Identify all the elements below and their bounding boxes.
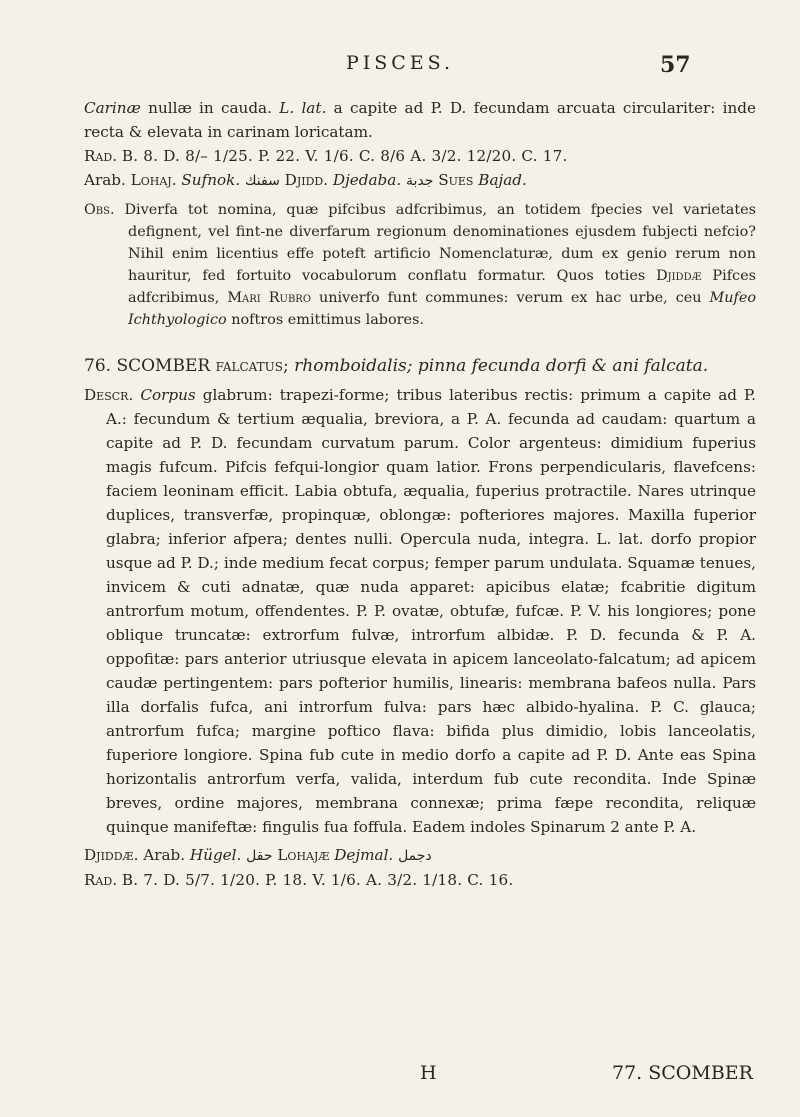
bajad-name: Bajad. <box>478 171 527 189</box>
descr-text: glabrum: trapezi-forme; tribus lateribus rectis: primum a capite ad P. A.: fecundum & tertium æqualia, breviora, a P. A. fecunda ad caudam: quartum a capite ad P. D. fecundam curvatum parum. Color argenteus: dimidium fuperius magis fufcum. Pifcis fefqui-longior quam latior. Frons perpendicularis, flavefcens: faciem leoninam efficit. Labia obtufa, æqualia, fuperius protractile. Nares utrinque duplices, transverfæ, propinquæ, oblongæ: pofteriores majores. Maxilla fuperior glabra; inferior afpera; dentes nulli. Opercula nuda, integra. L. lat. dorfo propior usque ad P. D.; inde medium fecat corpus; femper parum undulata. Squamæ tenues, invicem & cuti adnatæ, quæ nuda apparet: apicibus elatæ; fcabritie digitum antrorfum motum, offendentes. P. P. ovatæ, obtufæ, fufcæ. P. V. his longiores; pone oblique truncatæ: extrorfum fulvæ, introrfum albidæ. P. D. fecunda & P. A. oppofitæ: pars anterior utriusque elevata in apicem lanceolato-falcatum; ad apicem caudæ pertingentem: pars pofterior humilis, linearis: membrana bafeos nulla. Pars illa dorfalis fufca, ani introrfum fulva: pars hæc albido-hyalina. P. C. glauca; antrorfum fufca; margine poftico flava: bifida plus dimidio, lobis lanceolatis, fuperiore longiore. Spina fub cute in medio dorfo a capite ad P. D. Ante eas Spina horizontalis antrorfum verfa, valida, interdum fub cute recondita. Inde Spinæ breves, ordine majores, membrana connexæ; prima fæpe recondita, reliquæ quinque manifeftæ: fingulis fua foffula. Eadem indoles Spinarum 2 ante P. A. <box>106 386 757 836</box>
genus-name: SCOMBER <box>116 356 211 376</box>
rad-formula-1 <box>84 144 756 168</box>
page-footer <box>0 1062 800 1092</box>
obs-text-d: noftros emittimus labores. <box>226 312 425 328</box>
djiddae-label: Djiddæ. <box>84 846 139 864</box>
obs-djiddae: Djiddæ <box>656 268 702 284</box>
spacer <box>84 331 756 353</box>
lohajae-label: Lohajæ <box>277 846 330 864</box>
rad-values-2: B. 7. D. 5/7. 1/20. P. 18. V. 1/6. A. 3/2. 1/18. C. 16. <box>121 871 514 889</box>
arabic-script-b: جدبة <box>405 173 434 189</box>
obs-label: Obs. <box>84 202 115 218</box>
sufnok-name: Sufnok. <box>181 171 241 189</box>
obs-text-c: univerfo funt communes: verum ex hac urbe, ceu <box>311 290 710 306</box>
obs-text-b: Pifces adfcribimus, <box>128 268 756 306</box>
obs-mufeo: Mufeo Ichthyologico <box>128 290 757 328</box>
arab-names-2 <box>84 843 756 868</box>
page-header <box>0 52 800 92</box>
descr-label: Descr. <box>84 386 134 404</box>
body-text <box>84 96 756 892</box>
dejmal-name: Dejmal. <box>334 846 394 864</box>
arabic-script-d: دجمل <box>398 848 432 864</box>
species-diagnosis: rhomboidalis; pinna fecunda dorfi & ani falcata. <box>294 356 709 376</box>
intro-term: Carinæ <box>84 99 141 117</box>
rad-label-1: Rad. <box>84 147 118 165</box>
running-head: PISCES. <box>345 52 455 74</box>
arabic-script-c: حقل <box>246 848 273 864</box>
intro-text-a: nullæ in cauda. <box>140 99 280 117</box>
arab-names-1 <box>84 168 756 193</box>
species-epithet: falcatus <box>215 356 284 376</box>
observation-paragraph <box>84 199 756 331</box>
hugel-name: Hügel. <box>189 846 242 864</box>
arab-label: Arab. <box>84 171 131 189</box>
rad-values-1: B. 8. D. 8/– 1/25. P. 22. V. 1/6. C. 8/6 A. 3/2. 12/20. C. 17. <box>121 147 568 165</box>
rad-formula-2 <box>84 868 756 892</box>
arabic-script-a: سفنك <box>244 173 280 189</box>
page-number: 57 <box>660 52 691 78</box>
sues-label: Sues <box>438 171 474 189</box>
intro-term-b: L. lat. <box>279 99 327 117</box>
catchword: 77. SCOMBER <box>612 1062 753 1084</box>
species-heading: 76. SCOMBER falcatus; rhomboidalis; pinna fecunda dorfi & ani falcata. <box>84 356 709 376</box>
species-number: 76. <box>84 356 112 376</box>
intro-paragraph <box>84 96 756 144</box>
djidd-label: Djidd. <box>284 171 329 189</box>
descr-corpus: Corpus <box>140 386 196 404</box>
djedaba-name: Djedaba. <box>332 171 402 189</box>
obs-text-a: Diverfa tot nomina, quæ pifcibus adfcribimus, an totidem fpecies vel varietates defignent, vel fint-ne diverfarum regionum denominationes ejusdem fubjecti nefcio? Nihil enim licentius effe poteft artificio Nomenclaturæ, dum ex genio rerum non hauritur, fed fortuito vocabulorum conflatu formatur. Quos toties <box>124 202 757 284</box>
arab-label-2: Arab. <box>143 846 186 864</box>
signature-mark: H <box>420 1062 437 1084</box>
intro-text-c: a capite ad P. D. fecundam arcuata circulariter: inde recta & elevata in carinam loricatam. <box>84 99 756 141</box>
description-paragraph <box>84 383 756 839</box>
lohaj-label: Lohaj. <box>130 171 177 189</box>
rad-label-2: Rad. <box>84 871 118 889</box>
obs-mari-rubro: Mari Rubro <box>227 290 312 306</box>
